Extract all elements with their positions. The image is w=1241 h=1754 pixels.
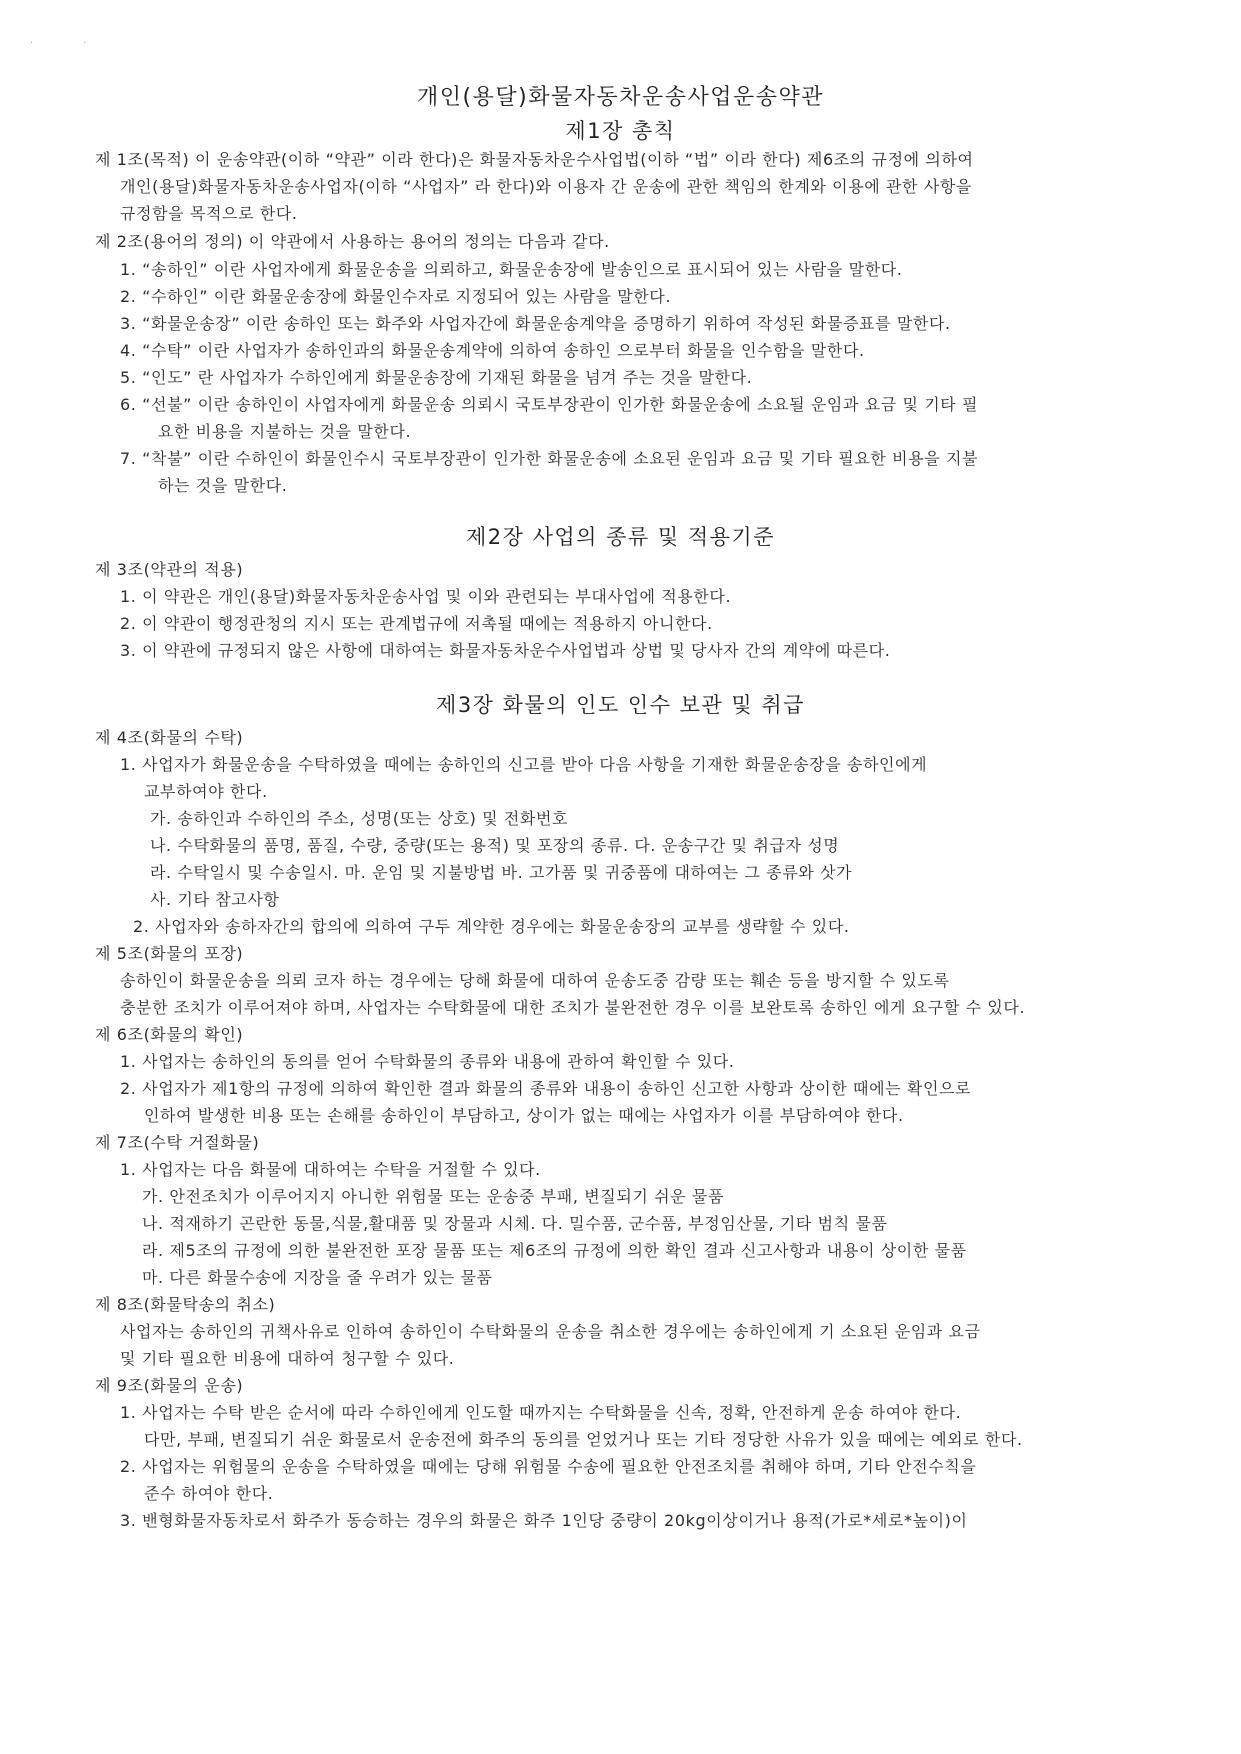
article-7-subitem: 나. 적재하기 곤란한 동물,식물,활대품 및 장물과 시체. 다. 밀수품, 군수품, 부정임산물, 기타 범칙 물품 bbox=[142, 1214, 888, 1233]
article-4-subitem: 라. 수탁일시 및 수송일시. 마. 운임 및 지불방법 바. 고가품 및 귀중품에 대하여는 그 종류와 삿가 bbox=[150, 863, 853, 882]
article-4-line: 교부하여야 한다. bbox=[144, 782, 268, 801]
article-9-line: 2. 사업자는 위험물의 운송을 수탁하였을 때에는 당해 위험물 수송에 필요한 안전조치를 취해야 하며, 기타 안전수칙을 bbox=[120, 1457, 977, 1476]
definition-item: 4. “수탁” 이란 사업자가 송하인과의 화물운송계약에 의하여 송하인 으로부터 화물을 인수함을 말한다. bbox=[120, 341, 865, 360]
article-1-heading: 제 1조(목적) 이 운송약관(이하 “약관” 이라 한다)은 화물자동차운수사업법(이하 “법” 이라 한다) 제6조의 규정에 의하여 bbox=[95, 150, 974, 169]
article-9-heading: 제 9조(화물의 운송) bbox=[95, 1376, 244, 1395]
article-7-subitem: 마. 다른 화물수송에 지장을 줄 우려가 있는 물품 bbox=[142, 1268, 493, 1287]
article-4-subitem: 사. 기타 참고사항 bbox=[150, 890, 280, 909]
article-7-line: 1. 사업자는 다음 화물에 대하여는 수탁을 거절할 수 있다. bbox=[120, 1160, 541, 1179]
chapter-2-title: 제2장 사업의 종류 및 적용기준 bbox=[466, 525, 775, 549]
article-1-text: 규정함을 목적으로 한다. bbox=[120, 204, 298, 223]
article-4-subitem: 나. 수탁화물의 품명, 품질, 수량, 중량(또는 용적) 및 포장의 종류. 다. 운송구간 및 취급자 성명 bbox=[150, 836, 840, 855]
definition-item: 5. “인도” 란 사업자가 수하인에게 화물운송장에 기재된 화물을 넘겨 주는 것을 말한다. bbox=[120, 368, 753, 387]
definition-item: 1. “송하인” 이란 사업자에게 화물운송을 의뢰하고, 화물운송장에 발송인으로 표시되어 있는 사람을 말한다. bbox=[120, 260, 903, 279]
article-8-heading: 제 8조(화물탁송의 취소) bbox=[95, 1295, 276, 1314]
article-4-line: 1. 사업자가 화물운송을 수탁하였을 때에는 송하인의 신고를 받아 다음 사항을 기재한 화물운송장을 송하인에게 bbox=[120, 755, 928, 774]
definition-item: 6. “선불” 이란 송하인이 사업자에게 화물운송 의뢰시 국토부장관이 인가한 화물운송에 소요될 운임과 요금 및 기타 필 bbox=[120, 395, 979, 414]
article-4-subitem: 가. 송하인과 수하인의 주소, 성명(또는 상호) 및 전화번호 bbox=[150, 809, 569, 828]
article-9-line: 준수 하여야 한다. bbox=[144, 1484, 274, 1503]
definition-item: 2. “수하인” 이란 화물운송장에 화물인수자로 지정되어 있는 사람을 말한다. bbox=[120, 287, 672, 306]
article-3-heading: 제 3조(약관의 적용) bbox=[95, 560, 244, 579]
article-9-line: 다만, 부패, 변질되기 쉬운 화물로서 운송전에 화주의 동의를 얻었거나 또는 기타 정당한 사유가 있을 때에는 예외로 한다. bbox=[144, 1430, 1023, 1449]
article-7-heading: 제 7조(수탁 거절화물) bbox=[95, 1133, 260, 1152]
scan-speck: ·· bbox=[30, 38, 137, 49]
article-2-heading: 제 2조(용어의 정의) 이 약관에서 사용하는 용어의 정의는 다음과 같다. bbox=[95, 232, 610, 251]
article-3-item: 2. 이 약관이 행정관청의 지시 또는 관계법규에 저촉될 때에는 적용하지 아니한다. bbox=[120, 614, 713, 633]
article-9-line: 3. 밴형화물자동차로서 화주가 동승하는 경우의 화물은 화주 1인당 중량이 20kg이상이거나 용적(가로*세로*높이)이 bbox=[120, 1511, 968, 1530]
article-7-subitem: 라. 제5조의 규정에 의한 불완전한 포장 물품 또는 제6조의 규정에 의한 확인 결과 신고사항과 내용이 상이한 물품 bbox=[142, 1241, 967, 1260]
article-5-line: 송하인이 화물운송을 의뢰 코자 하는 경우에는 당해 화물에 대하여 운송도중 감량 또는 훼손 등을 방지할 수 있도록 bbox=[120, 971, 950, 990]
article-8-line: 사업자는 송하인의 귀책사유로 인하여 송하인이 수탁화물의 운송을 취소한 경우에는 송하인에게 기 소요된 운임과 요금 bbox=[120, 1322, 981, 1341]
article-7-subitem: 가. 안전조치가 이루어지지 아니한 위험물 또는 운송중 부패, 변질되기 쉬운 물품 bbox=[142, 1187, 725, 1206]
document-title: 개인(용달)화물자동차운송사업운송약관 bbox=[417, 85, 824, 110]
article-4-line: 2. 사업자와 송하자간의 합의에 의하여 구두 계약한 경우에는 화물운송장의 교부를 생략할 수 있다. bbox=[133, 917, 850, 936]
article-5-heading: 제 5조(화물의 포장) bbox=[95, 944, 244, 963]
article-8-line: 및 기타 필요한 비용에 대하여 청구할 수 있다. bbox=[120, 1349, 455, 1368]
chapter-3-title: 제3장 화물의 인도 인수 보관 및 취급 bbox=[436, 693, 805, 717]
definition-item-cont: 요한 비용을 지불하는 것을 말한다. bbox=[158, 422, 412, 441]
article-6-line: 2. 사업자가 제1항의 규정에 의하여 확인한 결과 화물의 종류와 내용이 송하인 신고한 사항과 상이한 때에는 확인으로 bbox=[120, 1079, 972, 1098]
article-9-line: 1. 사업자는 수탁 받은 순서에 따라 수하인에게 인도할 때까지는 수탁화물을 신속, 정확, 안전하게 운송 하여야 한다. bbox=[120, 1403, 962, 1422]
definition-item: 7. “착불” 이란 수하인이 화물인수시 국토부장관이 인가한 화물운송에 소요된 운임과 요금 및 기타 필요한 비용을 지불 bbox=[120, 449, 979, 468]
article-6-line: 1. 사업자는 송하인의 동의를 얻어 수탁화물의 종류와 내용에 관하여 확인할 수 있다. bbox=[120, 1052, 735, 1071]
chapter-1-title: 제1장 총칙 bbox=[565, 119, 676, 143]
article-3-item: 3. 이 약관에 규정되지 않은 사항에 대하여는 화물자동차운수사업법과 상법 및 당사자 간의 계약에 따른다. bbox=[120, 641, 891, 660]
article-6-heading: 제 6조(화물의 확인) bbox=[95, 1025, 244, 1044]
article-4-heading: 제 4조(화물의 수탁) bbox=[95, 728, 244, 747]
definition-item-cont: 하는 것을 말한다. bbox=[158, 476, 288, 495]
article-3-item: 1. 이 약관은 개인(용달)화물자동차운송사업 및 이와 관련되는 부대사업에 적용한다. bbox=[120, 587, 732, 606]
article-1-text: 개인(용달)화물자동차운송사업자(이하 “사업자” 라 한다)와 이용자 간 운송에 관한 책임의 한계와 이용에 관한 사항을 bbox=[120, 177, 972, 196]
article-6-line: 인하여 발생한 비용 또는 손해를 송하인이 부담하고, 상이가 없는 때에는 사업자가 이를 부담하여야 한다. bbox=[144, 1106, 904, 1125]
definition-item: 3. “화물운송장” 이란 송하인 또는 화주와 사업자간에 화물운송계약을 증명하기 위하여 작성된 화물증표를 말한다. bbox=[120, 314, 951, 333]
article-5-line: 충분한 조치가 이루어져야 하며, 사업자는 수탁화물에 대한 조치가 불완전한 경우 이를 보완토록 송하인 에게 요구할 수 있다. bbox=[120, 998, 1026, 1017]
